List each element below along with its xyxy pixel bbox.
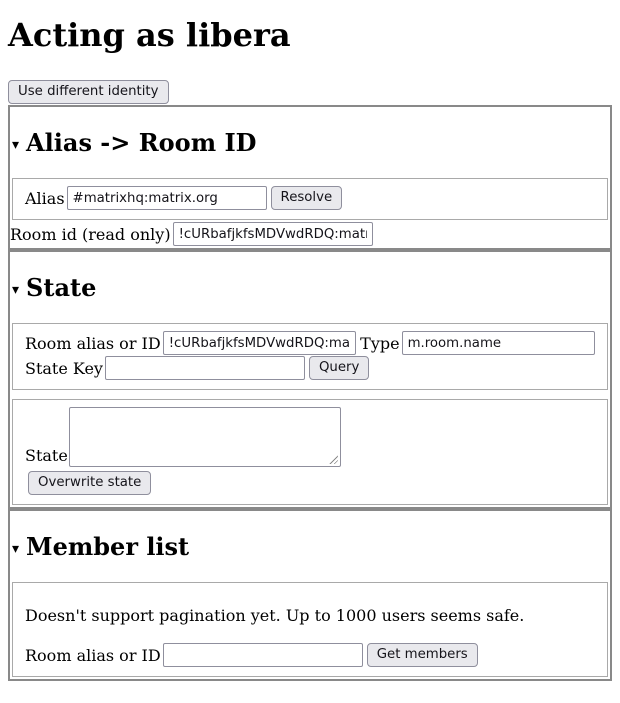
state-key-row	[25, 356, 595, 380]
section-state	[8, 250, 612, 509]
state-key-input[interactable]	[105, 356, 305, 380]
type-label: Type	[360, 333, 400, 353]
section-alias-room-id	[8, 105, 612, 250]
state-section-heading: State	[26, 273, 97, 302]
member-list-section-heading: Member list	[26, 532, 190, 561]
state-query-fieldset	[12, 323, 608, 390]
room-alias-label: Room alias or ID	[25, 333, 161, 353]
member-room-alias-label: Room alias or ID	[25, 645, 161, 665]
state-room-type-row	[25, 331, 595, 355]
resolve-button[interactable]: Resolve	[271, 186, 343, 210]
overwrite-state-button[interactable]: Overwrite state	[28, 471, 151, 495]
use-different-identity-button[interactable]: Use different identity	[8, 80, 169, 104]
room-alias-input[interactable]	[163, 331, 356, 355]
disclosure-triangle-icon: ▾	[12, 281, 20, 298]
type-input[interactable]	[402, 331, 595, 355]
state-textarea-row	[25, 407, 595, 467]
member-room-row	[25, 643, 595, 667]
disclosure-triangle-icon: ▾	[12, 136, 20, 153]
disclosure-triangle-icon: ▾	[12, 540, 20, 557]
state-key-label: State Key	[25, 358, 103, 378]
state-textarea[interactable]	[69, 407, 341, 467]
page-title: Acting as libera	[8, 16, 291, 54]
room-id-row	[10, 222, 610, 246]
query-button[interactable]: Query	[309, 356, 369, 380]
state-textarea-wrapper	[69, 407, 341, 467]
alias-fieldset	[12, 178, 608, 220]
state-section-summary[interactable]	[10, 252, 610, 323]
member-list-section-summary[interactable]	[10, 511, 610, 582]
room-id-label: Room id (read only)	[10, 224, 171, 244]
state-edit-fieldset	[12, 399, 608, 505]
section-member-list	[8, 509, 612, 681]
state-label: State	[25, 446, 68, 465]
room-id-readonly-input[interactable]	[173, 222, 373, 246]
member-list-fieldset	[12, 582, 608, 677]
alias-section-heading: Alias -> Room ID	[26, 128, 257, 157]
alias-row	[25, 186, 595, 210]
member-room-alias-input[interactable]	[163, 643, 363, 667]
pagination-note: Doesn't support pagination yet. Up to 1000 users seems safe.	[25, 606, 525, 625]
alias-label: Alias	[25, 188, 65, 208]
alias-input[interactable]	[67, 186, 267, 210]
get-members-button[interactable]: Get members	[367, 643, 478, 667]
alias-section-summary[interactable]	[10, 107, 610, 178]
